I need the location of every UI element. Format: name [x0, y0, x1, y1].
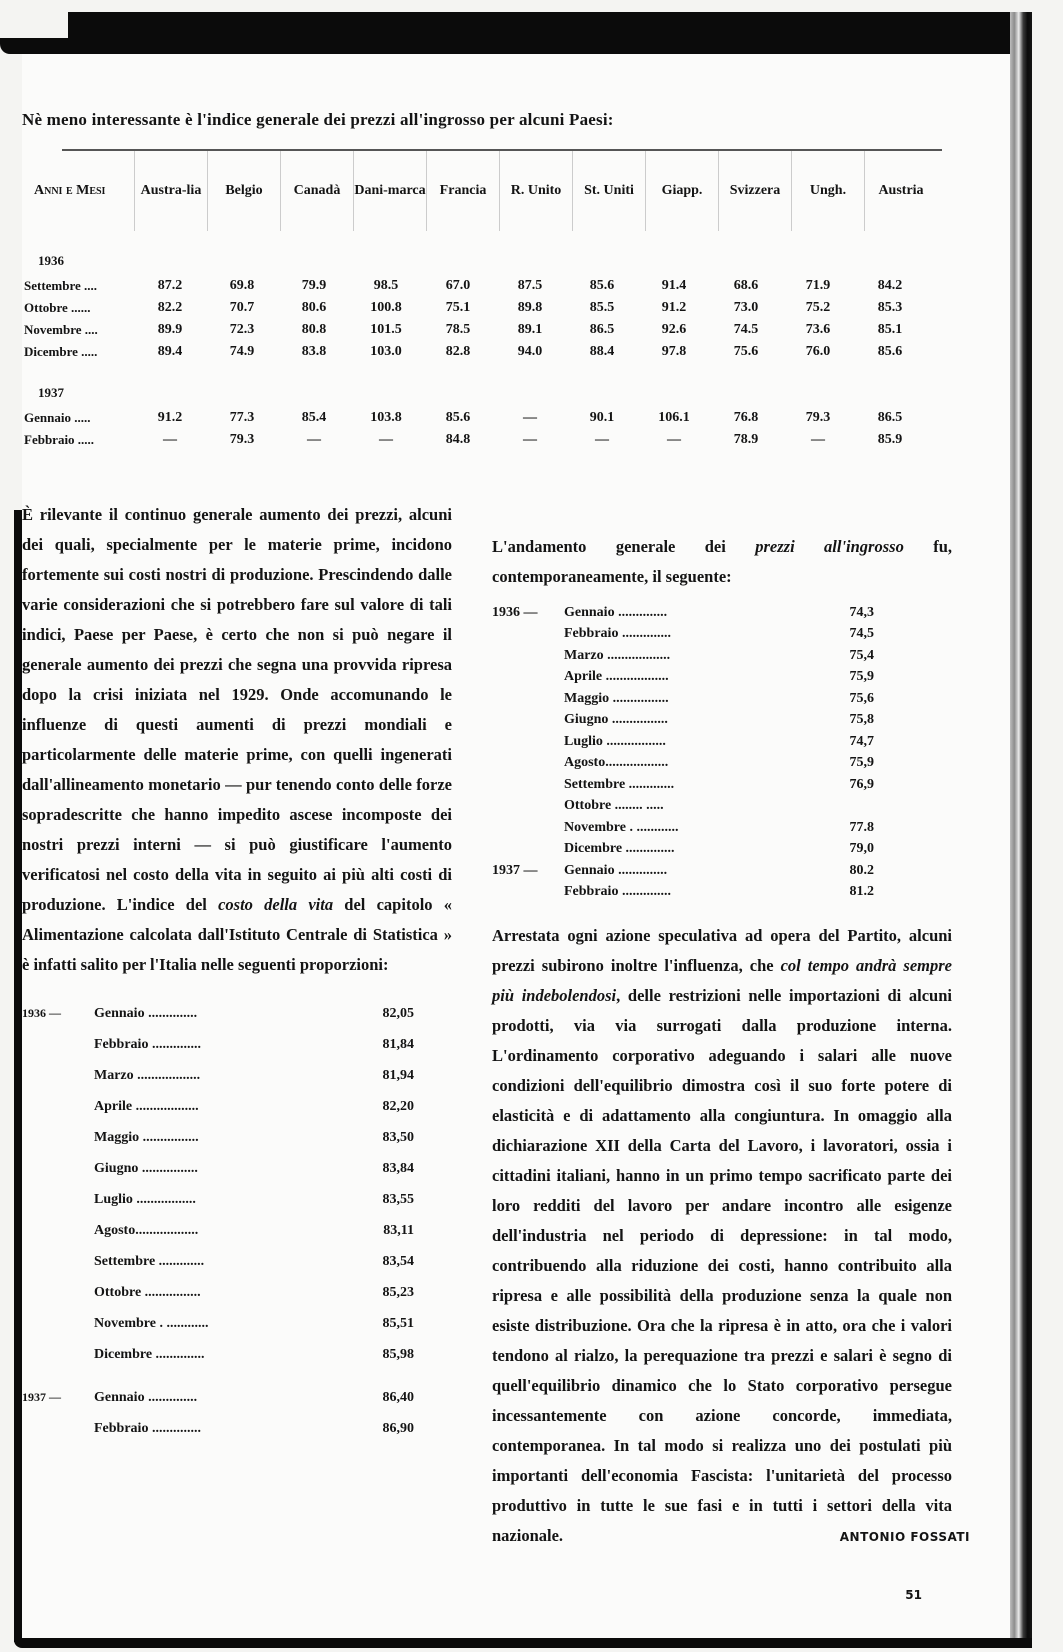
value: 83,54: [382, 1253, 414, 1269]
value-cell: 85.5: [589, 300, 615, 315]
month: Agosto..................: [564, 755, 669, 771]
month: Marzo ..................: [94, 1067, 201, 1083]
value: 83,84: [382, 1160, 414, 1176]
value-cell: 78.5: [445, 322, 471, 337]
paragraph-text: È rilevante il continuo generale aumento dei prezzi, alcuni dei quali, specialmente per le materie prime, incidono fortemente sui costi nostri di produzione. Prescindendo dalle varie considerazioni che si potrebbero fare sul valore di tali indici, Paese per Paese, è certo che non si può negare il generale aumento dei prezzi che segna una provvida ripresa dopo la crisi iniziata nel 1929. Onde accomunando le influenze di questi aumenti di prezzi mondiali e particolarmente delle materie prime, con quelli ingenerati dall'allineamento monetario — pur tenendo conto delle forze sopradescritte che hanno impedito ascese incomposte dei nostri prezzi interni — si può giustificare l'aumento verificatosi nel costo della vita in seguito ai più alti costi di produzione. L'indice del: [22, 505, 452, 914]
value-cell: 89.4: [157, 344, 183, 359]
value: 74,7: [849, 733, 874, 749]
value-cell: 74.5: [733, 322, 759, 337]
list-item: [22, 1215, 452, 1246]
column-header: Belgio: [207, 151, 280, 231]
value: 74,5: [849, 626, 874, 642]
value-cell: 85.1: [877, 322, 903, 337]
value-cell: 106.1: [658, 410, 690, 425]
list-item: [492, 667, 952, 689]
value: 74,3: [849, 604, 874, 620]
value-cell: 76.8: [733, 410, 759, 425]
month: Giugno ................: [564, 712, 668, 728]
value-cell: 87.2: [157, 278, 183, 293]
list-item: [492, 645, 952, 667]
list-item: [492, 602, 952, 624]
list-item: [492, 796, 952, 818]
month: Novembre . ............: [564, 819, 679, 835]
value-cell: 97.8: [661, 344, 687, 359]
month: Agosto..................: [94, 1222, 199, 1238]
value-cell: 84.2: [877, 278, 903, 293]
table-row: [22, 275, 942, 297]
month: Gennaio ..............: [564, 604, 668, 620]
value-cell: —: [523, 432, 537, 447]
value-cell: 91.2: [157, 410, 183, 425]
column-header: Dani-marca: [353, 151, 426, 231]
month: Luglio .................: [564, 733, 666, 749]
value-cell: 82.2: [157, 300, 183, 315]
value-cell: 79.9: [301, 278, 327, 293]
value-cell: —: [163, 432, 177, 447]
value-cell: 74.9: [229, 344, 255, 359]
column-header: St. Uniti: [572, 151, 645, 231]
table-row: [22, 297, 942, 319]
value: 75,8: [849, 712, 874, 728]
para2-a: Arrestata ogni azione speculativa ad opera del Partito, alcuni prezzi subirono inoltre l'influenza, che: [492, 926, 952, 975]
month: Febbraio ..............: [94, 1420, 201, 1436]
value-cell: 82.8: [445, 344, 471, 359]
list-item: [22, 1153, 452, 1184]
value-cell: 103.8: [370, 410, 402, 425]
value: 82,05: [382, 1005, 414, 1021]
value-cell: 92.6: [661, 322, 687, 337]
list-item: [22, 1413, 452, 1444]
value-cell: 69.8: [229, 278, 255, 293]
column-header: Canadà: [280, 151, 353, 231]
right-intro: [492, 532, 952, 592]
month-cell: Novembre ....: [24, 322, 98, 337]
year-label: 1936: [38, 253, 64, 268]
list-item: [492, 731, 952, 753]
table-row: [22, 341, 942, 363]
value-cell: 78.9: [733, 432, 759, 447]
paragraph-end: del capitolo « Alimentazione calcolata dall'Istituto Centrale di Statistica » è infatti salito per l'Italia nelle seguenti proporzioni:: [22, 895, 452, 974]
month: Gennaio ..............: [564, 862, 668, 878]
value-cell: 85.6: [589, 278, 615, 293]
wholesale-price-table: [22, 149, 942, 451]
value-cell: 72.3: [229, 322, 255, 337]
month-cell: Ottobre ......: [24, 300, 91, 315]
list-item: [492, 882, 952, 904]
value: 85,23: [382, 1284, 414, 1300]
value-cell: 75.1: [445, 300, 471, 315]
month-cell: Dicembre .....: [24, 344, 98, 359]
value-cell: —: [811, 432, 825, 447]
value-cell: 85.6: [445, 410, 471, 425]
page-frame-left: [14, 510, 22, 1642]
month-cell: Febbraio .....: [24, 432, 95, 447]
month: Maggio ................: [94, 1129, 199, 1145]
list-item: [492, 839, 952, 861]
left-paragraph: [22, 500, 452, 980]
para2-b: , delle restrizioni nelle importazioni di alcuni prodotti, via via surrogati dalla produzione interna. L'ordinamento corporativo adeguando i salari alle nuove condizioni dell'equilibrio dimostra così il suo forte potere di elasticità e di adattamento alla congiuntura. In omaggio alla dichiarazione XII della Carta del Lavoro, i lavoratori, ossia i cittadini italiani, hanno in un primo tempo sacrificato parte dei loro redditi del lavoro per andare incontro alle esigenze dell'industria nel periodo di depressione: in tal modo, contribuendo alla riduzione dei costi, hanno contribuito alla ripresa e alle possibilità della produzione senza la quale non esiste distribuzione. Ora che la ripresa è in atto, ora che i valori tendono al rialzo, la perequazione tra prezzi e salari è segno di quell'equilibrio dinamico che lo Stato corporativo persegue incessantemente con azione concorde, immediata, contemporanea. In tal modo si realizza uno dei postulati più importanti dell'economia Fascista: l'unitarietà del processo produttivo in tutte le sue fasi e in tutti i settori della vita nazionale.: [492, 986, 952, 1545]
cost-of-living-list: [22, 998, 452, 1444]
list-item: [492, 753, 952, 775]
value-cell: 86.5: [877, 410, 903, 425]
value: 85,51: [382, 1315, 414, 1331]
para2-italic: col tempo andrà sempre più indebolendosi: [492, 956, 952, 1005]
value-cell: 67.0: [445, 278, 471, 293]
value: 75,9: [849, 669, 874, 685]
document-page: [22, 54, 1010, 1638]
list-item: [492, 688, 952, 710]
list-item: [22, 1122, 452, 1153]
month: Gennaio ..............: [94, 1005, 198, 1021]
value: 76,9: [849, 776, 874, 792]
column-header: Svizzera: [718, 151, 791, 231]
intro-text: Nè meno interessante è l'indice generale dei prezzi all'ingrosso per alcuni Paesi:: [22, 110, 614, 129]
value-cell: 89.1: [517, 322, 543, 337]
value: 81,94: [382, 1067, 414, 1083]
year: 1936 —: [22, 1006, 61, 1020]
table-row: [22, 407, 942, 429]
value-cell: —: [595, 432, 609, 447]
list-item: [22, 1029, 452, 1060]
wholesale-index-list: [492, 602, 952, 903]
value-cell: 101.5: [370, 322, 402, 337]
value-cell: 79.3: [229, 432, 255, 447]
table-body: [22, 253, 942, 451]
value: 79,0: [849, 841, 874, 857]
value-cell: 91.2: [661, 300, 687, 315]
column-header: Austria: [864, 151, 937, 231]
value-cell: 98.5: [373, 278, 399, 293]
value: 83,50: [382, 1129, 414, 1145]
left-column: [22, 500, 452, 1444]
page-frame-bottom: [14, 1638, 1032, 1648]
column-header: Giapp.: [645, 151, 718, 231]
value-cell: 70.7: [229, 300, 255, 315]
column-header: Francia: [426, 151, 499, 231]
value: 86,40: [382, 1389, 414, 1405]
month-cell: Settembre ....: [24, 278, 98, 293]
value-cell: 87.5: [517, 278, 543, 293]
value-cell: 85.9: [877, 432, 903, 447]
value: 82,20: [382, 1098, 414, 1114]
page-frame-top-left: [0, 38, 80, 54]
value-cell: 103.0: [370, 344, 402, 359]
column-header: Austra-lia: [134, 151, 207, 231]
list-item: [22, 1184, 452, 1215]
month: Maggio ................: [564, 690, 669, 706]
table-header: [22, 151, 942, 231]
value-cell: 85.3: [877, 300, 903, 315]
author-signature: ANTONIO FOSSATI: [839, 1530, 970, 1544]
month: Aprile ..................: [564, 669, 669, 685]
month: Settembre .............: [564, 776, 675, 792]
value-cell: 79.3: [805, 410, 831, 425]
column-header: Anni e Mesi: [34, 183, 106, 198]
value-cell: 75.2: [805, 300, 831, 315]
intro-italic: prezzi all'ingrosso: [755, 537, 904, 556]
value-cell: 80.6: [301, 300, 327, 315]
month: Luglio .................: [94, 1191, 196, 1207]
list-item: [22, 1382, 452, 1413]
value-cell: 84.8: [445, 432, 471, 447]
value-cell: 76.0: [805, 344, 831, 359]
paragraph-italic: costo della vita: [218, 895, 334, 914]
intro-b: fu, contemporaneamente, il seguente:: [492, 537, 953, 586]
table-row: [22, 319, 942, 341]
table-row: [22, 429, 942, 451]
month: Settembre .............: [94, 1253, 205, 1269]
value: 75,4: [849, 647, 874, 663]
list-item: [22, 998, 452, 1029]
list-item: [492, 774, 952, 796]
value-cell: 94.0: [517, 344, 543, 359]
month: Ottobre ........ .....: [564, 798, 664, 814]
value: 75,6: [849, 690, 874, 706]
value-cell: 89.9: [157, 322, 183, 337]
month: Febbraio ..............: [564, 626, 671, 642]
value-cell: —: [667, 432, 681, 447]
value-cell: 83.8: [301, 344, 327, 359]
value-cell: 85.4: [301, 410, 327, 425]
month: Marzo ..................: [564, 647, 671, 663]
month: Febbraio ..............: [564, 884, 671, 900]
value-cell: 73.6: [805, 322, 831, 337]
month: Novembre . ............: [94, 1315, 209, 1331]
month: Giugno ................: [94, 1160, 198, 1176]
list-item: [492, 624, 952, 646]
value: 81,84: [382, 1036, 414, 1052]
value: 75,9: [849, 755, 874, 771]
year: 1936 —: [492, 604, 538, 620]
value-cell: 86.5: [589, 322, 615, 337]
right-column: [492, 532, 952, 1551]
value: 85,98: [382, 1346, 414, 1362]
month: Dicembre ..............: [94, 1346, 205, 1362]
list-item: [22, 1277, 452, 1308]
list-item: [22, 1308, 452, 1339]
page-number: 51: [905, 1588, 922, 1602]
value-cell: 85.6: [877, 344, 903, 359]
page-frame-right: [1010, 12, 1032, 1642]
value: 77.8: [849, 819, 874, 835]
list-item: [492, 817, 952, 839]
month: Febbraio ..............: [94, 1036, 201, 1052]
value-cell: 91.4: [661, 278, 687, 293]
value-cell: —: [307, 432, 321, 447]
value-cell: 71.9: [805, 278, 831, 293]
value: 83,11: [383, 1222, 414, 1238]
intro-a: L'andamento generale dei: [492, 537, 756, 556]
year-label: 1937: [38, 385, 64, 400]
column-header: R. Unito: [499, 151, 572, 231]
page-frame-top: [68, 12, 1028, 54]
year: 1937 —: [22, 1390, 61, 1404]
value: 81.2: [849, 884, 874, 900]
value-cell: —: [379, 432, 393, 447]
value-cell: 80.8: [301, 322, 327, 337]
value: 83,55: [382, 1191, 414, 1207]
value-cell: 77.3: [229, 410, 255, 425]
value-cell: 75.6: [733, 344, 759, 359]
month: Ottobre ................: [94, 1284, 201, 1300]
month-cell: Gennaio .....: [24, 410, 91, 425]
list-item: [492, 860, 952, 882]
value-cell: 68.6: [733, 278, 759, 293]
list-item: [22, 1246, 452, 1277]
value-cell: —: [523, 410, 537, 425]
value: 80.2: [849, 862, 874, 878]
right-paragraph: [492, 921, 952, 1551]
column-header: Ungh.: [791, 151, 864, 231]
list-item: [22, 1091, 452, 1122]
month: Aprile ..................: [94, 1098, 199, 1114]
value-cell: 89.8: [517, 300, 543, 315]
month: Gennaio ..............: [94, 1389, 198, 1405]
month: Dicembre ..............: [564, 841, 675, 857]
value-cell: 100.8: [370, 300, 402, 315]
value-cell: 90.1: [589, 410, 615, 425]
list-item: [22, 1060, 452, 1091]
list-item: [492, 710, 952, 732]
year: 1937 —: [492, 862, 538, 878]
list-item: [22, 1339, 452, 1370]
spacer: [22, 1370, 452, 1382]
value-cell: 73.0: [733, 300, 759, 315]
value: 86,90: [382, 1420, 414, 1436]
value-cell: 88.4: [589, 344, 615, 359]
